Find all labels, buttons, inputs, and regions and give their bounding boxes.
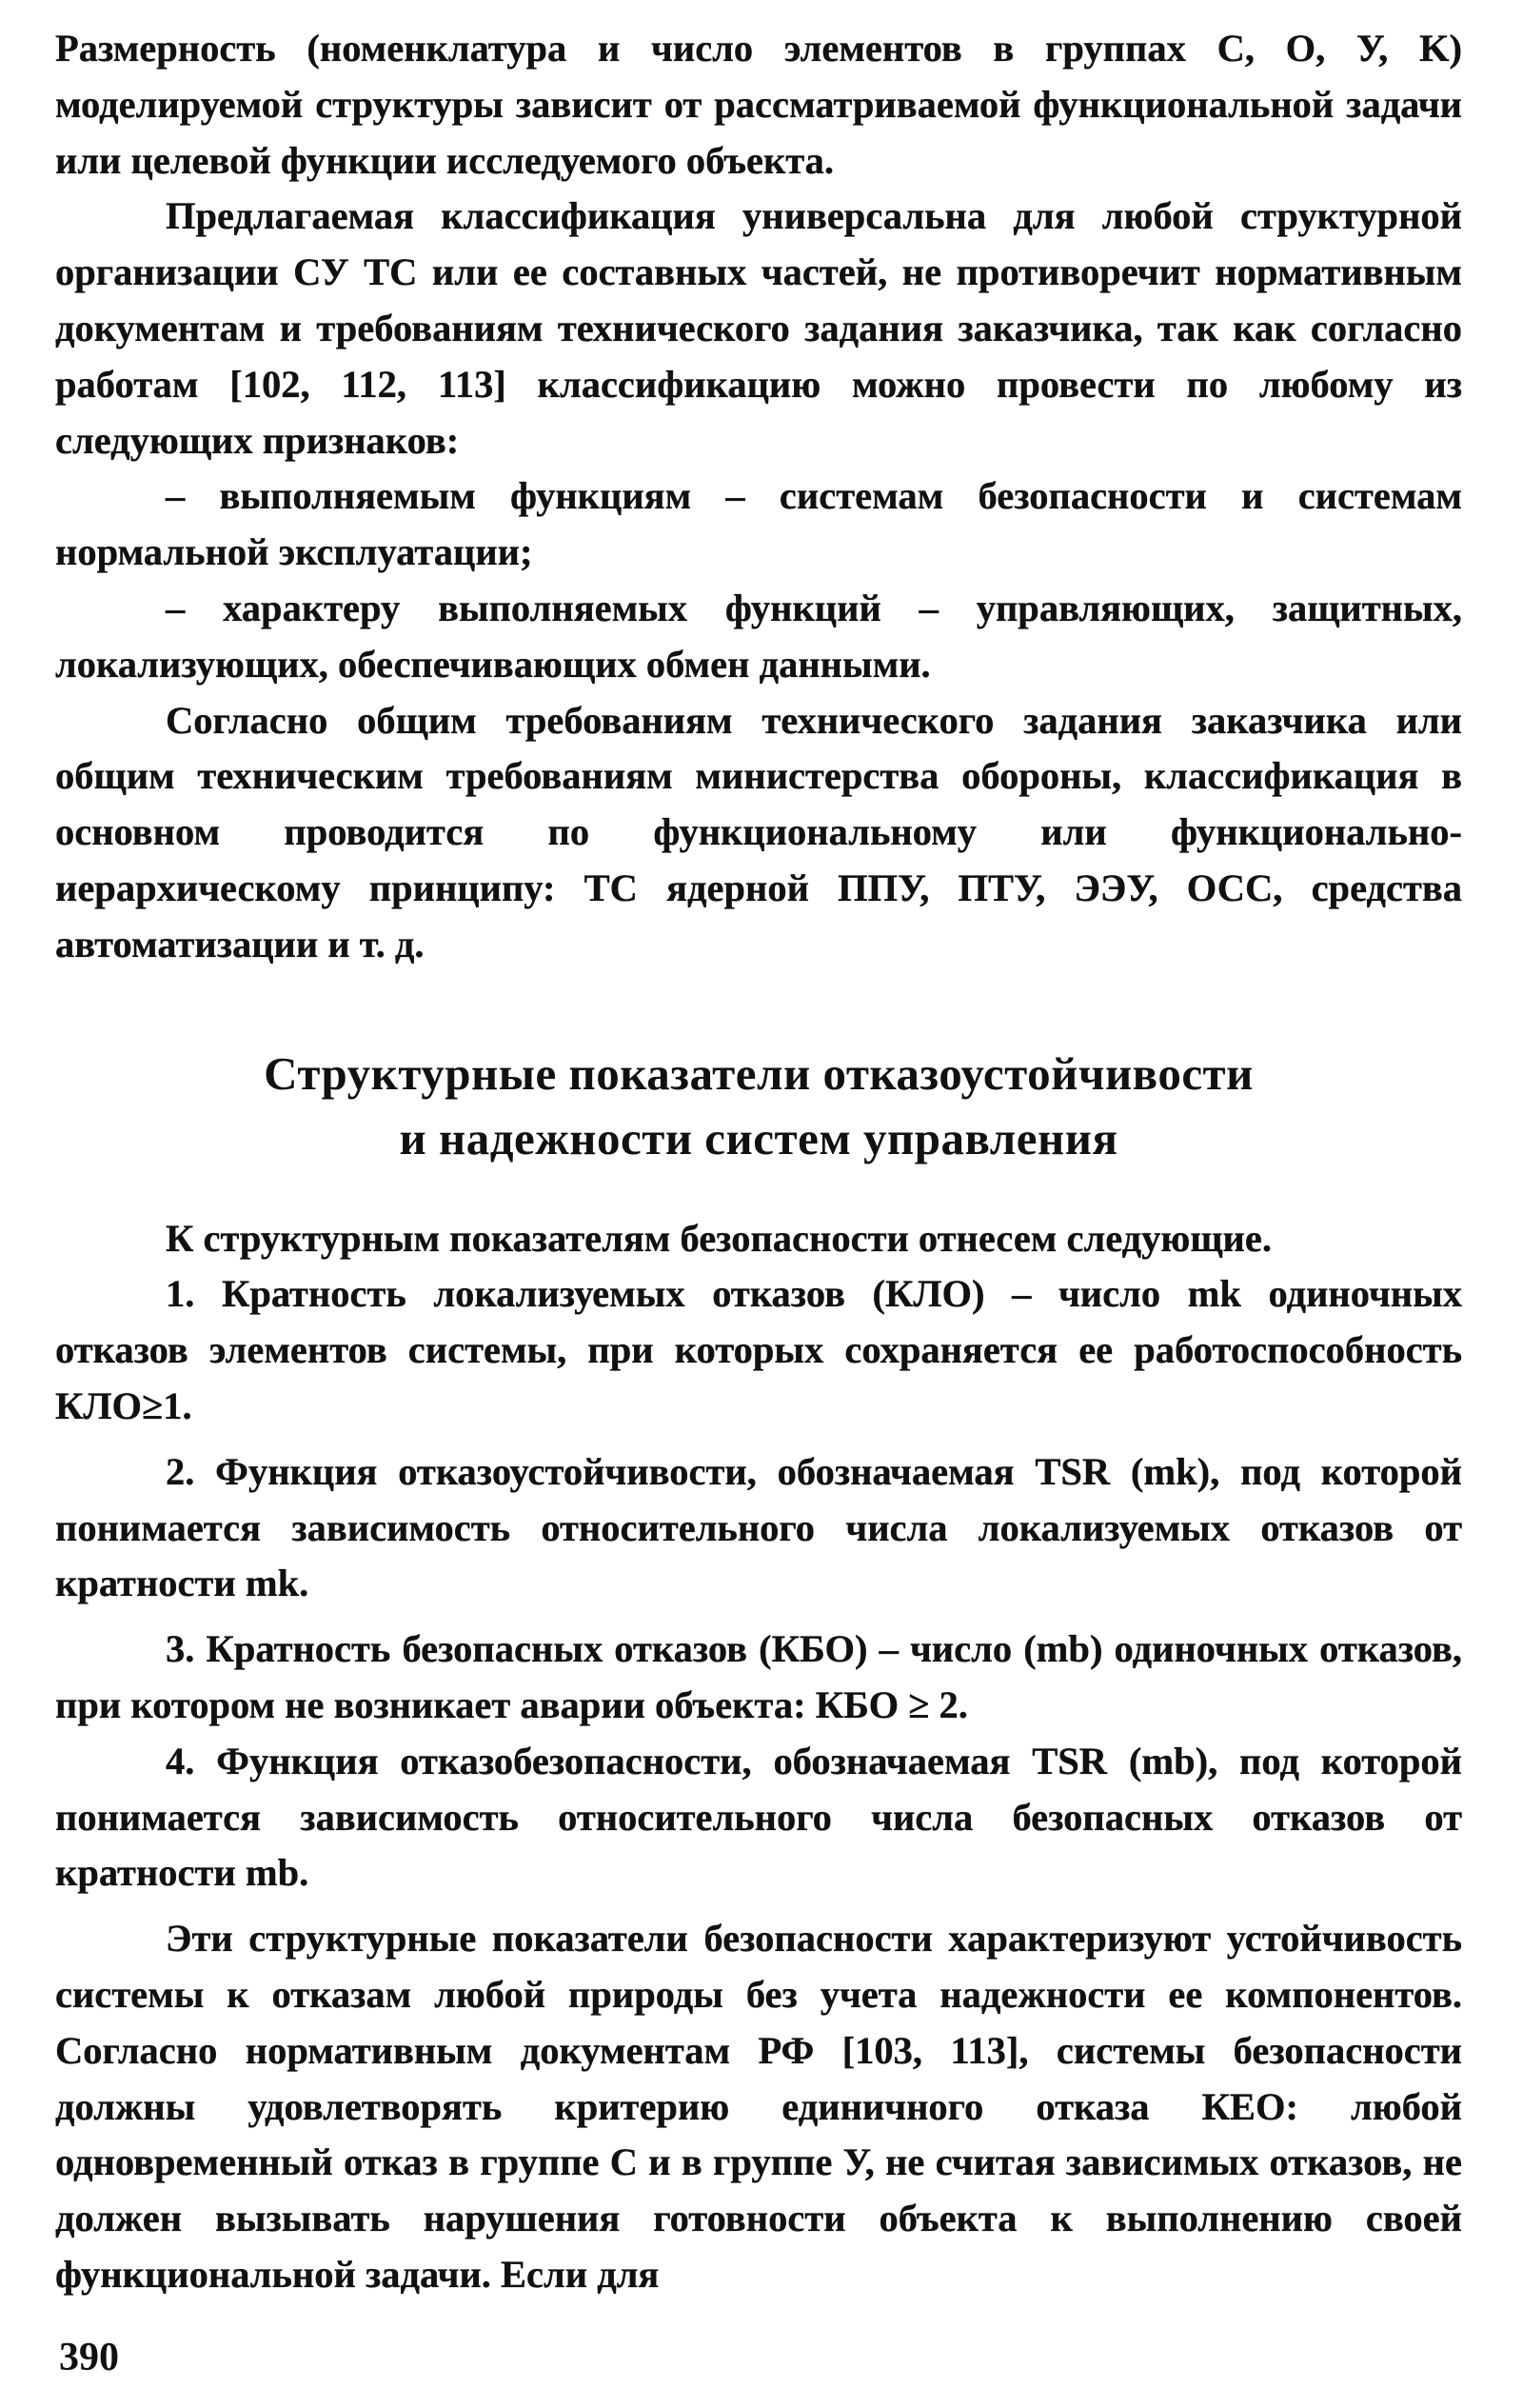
section-heading bbox=[55, 1042, 1462, 1171]
paragraph-indicator-1: 1. Кратность локализуемых отказов (КЛО) – число mk одиночных отказов элементов системы, при которых сохраняется ее работоспособность КЛО≥1. bbox=[55, 1272, 1462, 1427]
paragraph-general-requirements: Согласно общим требованиям технического задания заказчика или общим техническим требованиям министерства обороны, классификация в основном проводится по функциональному или функционально-иерархическому принципу: ТС ядерной ППУ, ПТУ, ЭЭУ, ОСС, средства автоматизации и т. д. bbox=[55, 698, 1462, 965]
paragraph-classification: Предлагаемая классификация универсальна для любой структурной организации СУ ТС или ее составных частей, не противоречит нормативным документам и требованиям технического задания заказчика, так как согласно работам [102, 112, 113] классификацию можно провести по любому из следующих признаков: bbox=[55, 194, 1462, 462]
list-item-function-character: – характеру выполняемых функций – управляющих, защитных, локализующих, обеспечивающих обмен данными. bbox=[55, 586, 1462, 686]
paragraph-dimension: Размерность (номенклатура и число элементов в группах C, O, У, K) моделируемой структуры зависит от рассматриваемой функциональной задачи или целевой функции исследуемого объекта. bbox=[55, 27, 1462, 182]
paragraph-indicator-2: 2. Функция отказоустойчивости, обозначаемая TSR (mk), под которой понимается зависимость относительного числа локализуемых отказов от кратности mk. bbox=[55, 1449, 1462, 1605]
page-body bbox=[55, 21, 1462, 2303]
paragraph-indicator-3: 3. Кратность безопасных отказов (КБО) – число (mb) одиночных отказов, при котором не возникает аварии объекта: КБО ≥ 2. bbox=[55, 1627, 1462, 1726]
page-number: 390 bbox=[59, 2336, 119, 2379]
paragraph-intro-indicators: К структурным показателям безопасности отнесем следующие. bbox=[166, 1216, 1272, 1260]
section-heading-line-2: и надежности систем управления bbox=[399, 1111, 1118, 1164]
paragraph-conclusion: Эти структурные показатели безопасности характеризуют устойчивость системы к отказам любой природы без учета надежности ее компонентов. Согласно нормативным документам РФ [103, 113], системы безопасности должны удовлетворять критерию единичного отказа КЕО: любой одновременный отказ в группе С и в группе У, не считая зависимых отказов, не должен вызывать нарушения готовности объекта к выполнению своей функциональной задачи. Если для bbox=[55, 1917, 1462, 2296]
section-heading-line-1: Структурные показатели отказоустойчивости bbox=[264, 1046, 1254, 1100]
paragraph-indicator-4: 4. Функция отказобезопасности, обозначаемая TSR (mb), под которой понимается зависимость относительного числа безопасных отказов от кратности mb. bbox=[55, 1739, 1462, 1895]
list-item-functions: – выполняемым функциям – системам безопасности и системам нормальной эксплуатации; bbox=[55, 474, 1462, 574]
